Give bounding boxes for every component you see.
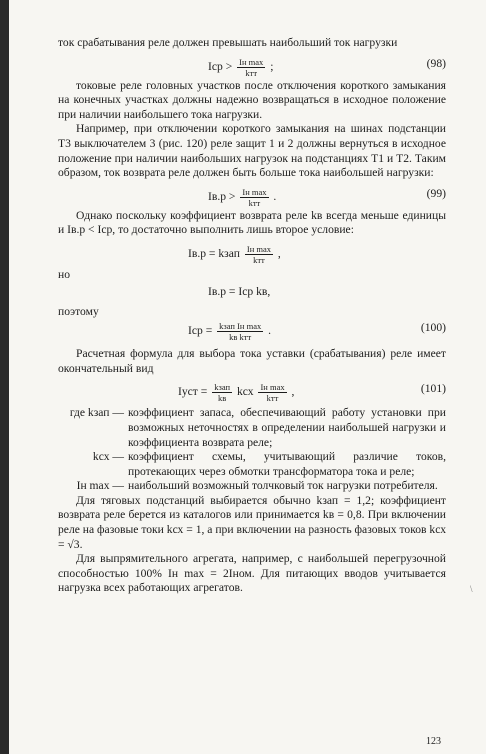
paragraph-2: токовые реле головных участков после отключения короткого замыкания на конечных участках должны надежно возвращаться в исходное положение при наличии наибольшего тока нагрузки. — [58, 78, 446, 121]
paragraph-4: Однако поскольку коэффициент возврата реле kв всегда меньше единицы и Iв.р < Iср, то достаточно выполнить лишь второе условие: — [58, 208, 446, 237]
equation-98: Iср > $\frac{\text{Iн max}}{\text{kтт}}$ ; (98) — [208, 56, 446, 78]
eq98-fraction: $\frac{\text{Iн max}}{\text{kтт}}$ — [239, 56, 264, 78]
definitions-list — [58, 406, 446, 494]
paragraph-7: Для выпрямительного агрегата, например, с наибольшей перегрузочной способностью 100% Iн max = 2Iном. Для питающих вводов учитывается нагрузка всех работающих агрегатов. — [58, 552, 446, 595]
eqa-fraction: $\frac{\text{Iн max}}{\text{kтт}}$ — [246, 243, 271, 265]
equation-99: Iв.р > $\frac{\text{Iн max}}{\text{kтт}}$ . (99) — [208, 186, 446, 208]
eq99-number: (99) — [426, 186, 446, 200]
eq98-number: (98) — [426, 56, 446, 70]
eq99-fraction: $\frac{\text{Iн max}}{\text{kтт}}$ — [242, 186, 267, 208]
equation-a: Iв.р = kзап $\frac{\text{Iн max}}{\text{kтт}}$ , — [188, 243, 281, 265]
definition-item: Iн max — наибольший возможный толчковый ток нагрузки потребителя. — [76, 479, 438, 493]
equation-101: Iуст = $\frac{\text{kзап}}{kв}$ kсх $\frac{\text{Iн max}}{\text{kтт}}$ , (101) — [178, 382, 446, 404]
definition-item: kсх — коэффициент схемы, учитывающий различие токов, протекающих через обмотки трансформатора тока и реле; — [92, 450, 446, 478]
eq101-fraction-2: $\frac{\text{Iн max}}{\text{kтт}}$ — [260, 382, 285, 404]
paragraph-5: Расчетная формула для выбора тока уставки (срабатывания) реле имеет окончательный вид — [58, 347, 446, 375]
eq98-left: Iср > — [208, 59, 233, 73]
paragraph-3: Например, при отключении короткого замыкания на шинах подстанции Т3 выключателем 3 (рис. 120) реле защит 1 и 2 должны вернуться в исходное положение при наличии наибольших нагрузок на подстанциях Т1 и Т2. Таким образом, ток возврата реле должен быть больше тока наибольшей нагрузки: — [58, 122, 446, 180]
paragraph-1: ток срабатывания реле должен превышать наибольший ток нагрузки — [58, 36, 398, 49]
page-number: 123 — [426, 736, 441, 747]
eq101-number: (101) — [420, 382, 446, 396]
label-poetomu: поэтому — [58, 304, 99, 318]
label-no: но — [58, 267, 71, 281]
eq100-fraction: $\frac{\text{kзап Iн max}}{\text{kв kтт}}$ — [219, 321, 262, 343]
eq101-fraction-1: $\frac{\text{kзап}}{kв}$ — [214, 382, 231, 404]
page-binding-edge — [0, 0, 9, 754]
document-page — [58, 36, 446, 596]
definition-item: где kзап — коэффициент запаса, обеспечивающий работу установки при возможных неточностях в определении наибольшей нагрузки и коэффициента возврата реле; — [69, 406, 446, 449]
margin-mark: \ — [470, 584, 473, 594]
eq100-number: (100) — [420, 321, 446, 335]
eq99-left: Iв.р > — [208, 189, 236, 203]
equation-100: Iср = $\frac{\text{kзап Iн max}}{\text{kв kтт}}$ . (100) — [188, 321, 446, 343]
equation-b: Iв.р = Iср kв, — [208, 284, 271, 298]
paragraph-6: Для тяговых подстанций выбирается обычно kзап = 1,2; коэффициент возврата реле берется из каталогов или принимается kв = 0,8. При включении реле на фазовые токи kсх = 1, а при включении на разность фазовых токов kсх = √3. — [58, 493, 446, 551]
